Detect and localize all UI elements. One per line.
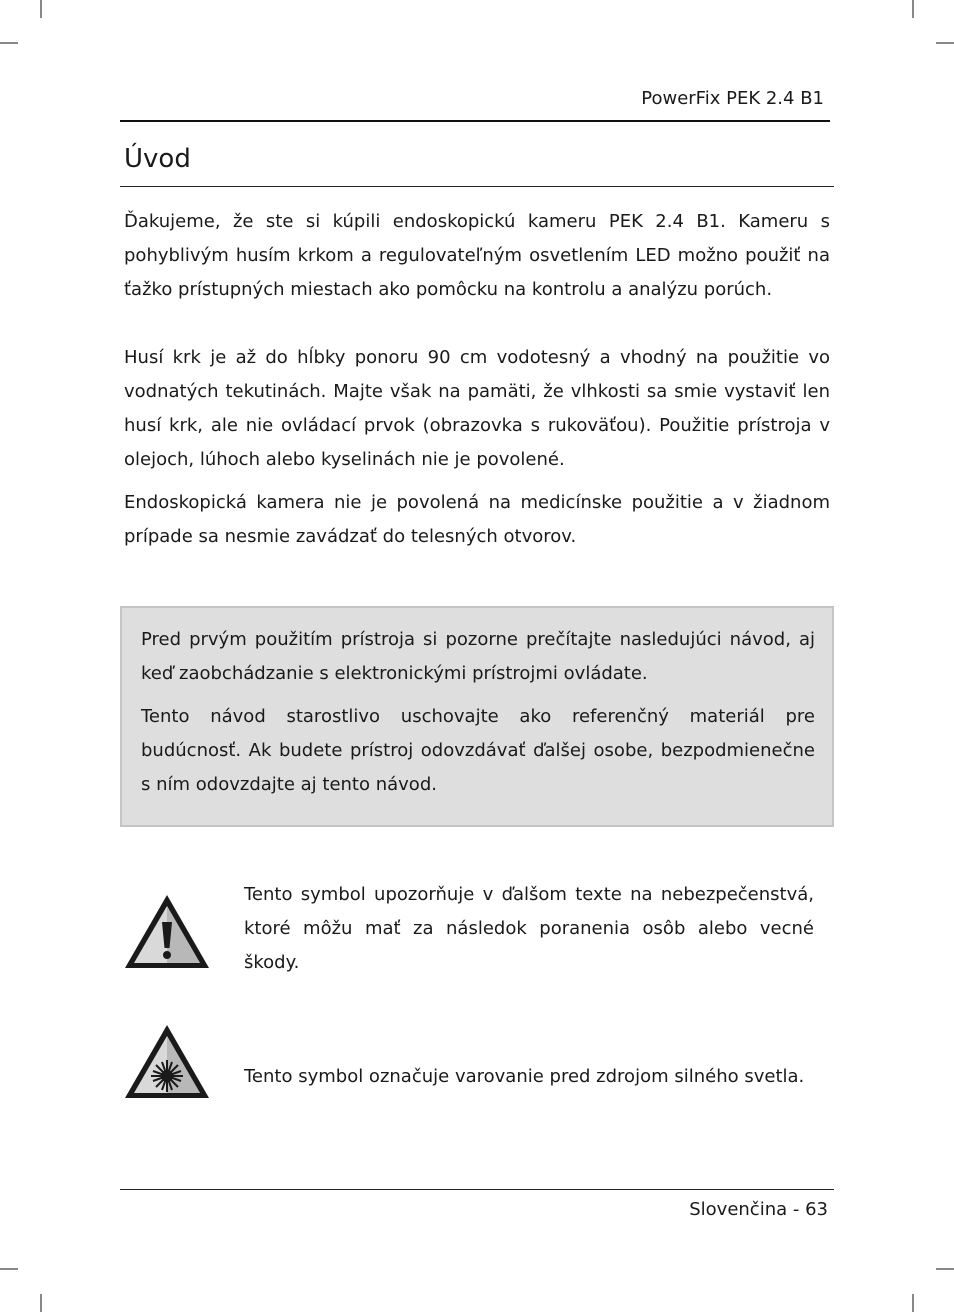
crop-mark [0, 42, 18, 44]
medical-paragraph: Endoskopická kamera nie je povolená na medicínske použitie a v žiadnom prípade sa nesmie zavádzať do telesných otvorov. [124, 492, 830, 547]
warning-exclamation-icon [122, 892, 212, 972]
bright-light-warning-icon [122, 1022, 212, 1102]
page-number: Slovenčina - 63 [689, 1199, 828, 1220]
light-symbol-text: Tento symbol označuje varovanie pred zdrojom silného svetla. [244, 1066, 805, 1087]
header-title: PowerFix PEK 2.4 B1 [641, 88, 824, 109]
crop-mark [912, 1294, 914, 1312]
section-title: Úvod [124, 144, 191, 174]
header-rule [120, 120, 830, 122]
notice-paragraph: Tento návod starostlivo uschovajte ako referenčný materiál pre budúcnosť. Ak budete prístroj odovzdávať ďalšej osobe, bezpodmienečne s ním odovzdajte aj tento návod. [141, 706, 815, 795]
notice-box [120, 606, 834, 827]
intro-paragraph: Ďakujeme, že ste si kúpili endoskopickú kameru PEK 2.4 B1. Kameru s pohyblivým husím krkom a regulovateľným osvetlením LED možno použiť na ťažko prístupných miestach ako pomôcku na kontrolu a analýzu porúch. [124, 211, 830, 300]
crop-mark [40, 0, 42, 18]
crop-mark [936, 42, 954, 44]
notice-paragraph: Pred prvým použitím prístroja si pozorne prečítajte nasledujúci návod, aj keď zaobchádzanie s elektronickými prístrojmi ovládate. [141, 629, 815, 684]
crop-mark [0, 1268, 18, 1270]
warning-symbol-text: Tento symbol upozorňuje v ďalšom texte na nebezpečenstvá, ktoré môžu mať za následok poranenia osôb alebo vecné škody. [244, 884, 814, 973]
crop-mark [40, 1294, 42, 1312]
footer-rule [120, 1189, 834, 1190]
waterproof-paragraph: Husí krk je až do hĺbky ponoru 90 cm vodotesný a vhodný na použitie vo vodnatých tekutinách. Majte však na pamäti, že vlhkosti sa smie vystaviť len husí krk, ale nie ovládací prvok (obrazovka s rukoväťou). Použitie prístroja v olejoch, lúhoch alebo kyselinách nie je povolené. [124, 347, 830, 470]
crop-mark [912, 0, 914, 18]
crop-mark [936, 1268, 954, 1270]
section-rule [120, 186, 834, 187]
